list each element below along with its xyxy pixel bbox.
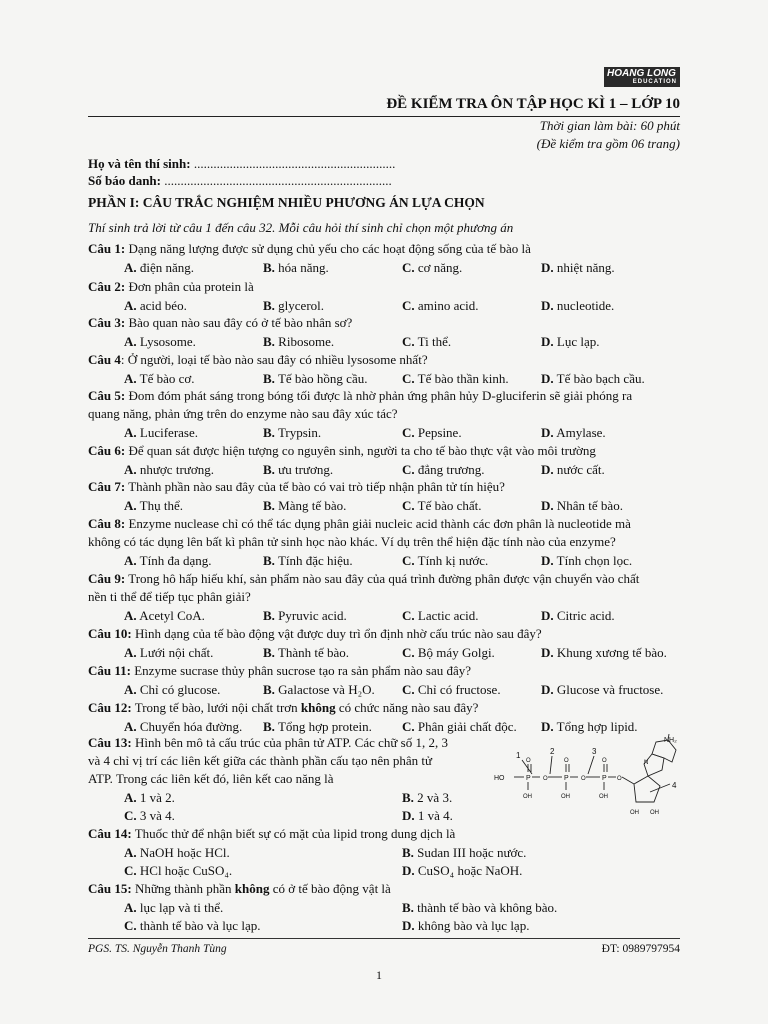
- option-text: Galactose và H₂O.: [278, 682, 375, 697]
- option-c[interactable]: [402, 334, 451, 350]
- option-letter: B.: [263, 553, 275, 568]
- question-number: Câu 12:: [88, 700, 132, 715]
- student-name-label: Họ và tên thí sinh:: [88, 156, 191, 171]
- figure-amine: NH₂: [664, 737, 677, 744]
- option-text: nước cất.: [556, 462, 605, 477]
- option-letter: A.: [124, 298, 137, 313]
- figure-oh4: OH: [630, 810, 639, 816]
- option-text: lục lạp và ti thể.: [139, 900, 224, 915]
- question-text: [88, 443, 596, 459]
- figure-o1: O: [543, 776, 548, 782]
- question-stem: Enzyme nuclease chỉ có thể tác dụng phân giải nucleic acid thành các đơn phân là nucleotide mà: [125, 516, 631, 531]
- option-text: Tính chọn lọc.: [556, 553, 633, 568]
- option-letter: C.: [402, 260, 415, 275]
- brand-logo: [604, 67, 680, 87]
- option-text: Tổng hợp protein.: [277, 719, 372, 734]
- figure-n-atom: N: [644, 760, 649, 766]
- figure-p1: P: [526, 775, 531, 782]
- option-letter: A.: [124, 608, 137, 623]
- question-stem: : Ở người, loại tế bào nào sau đây có nhiều lysosome nhất?: [120, 352, 428, 367]
- option-letter: D.: [541, 553, 554, 568]
- option-text: Thành tế bào.: [277, 645, 350, 660]
- exam-pages: (Đề kiểm tra gồm 06 trang): [536, 136, 680, 151]
- question-number: Câu 10:: [88, 626, 132, 641]
- option-text: Tế bào cơ.: [139, 371, 195, 386]
- question-text: [88, 626, 542, 642]
- option-c[interactable]: [402, 682, 501, 698]
- footer-rule: [88, 938, 680, 939]
- option-letter: C.: [124, 808, 137, 823]
- option-b[interactable]: [402, 845, 526, 861]
- option-letter: A.: [124, 371, 137, 386]
- option-letter: D.: [402, 808, 415, 823]
- logo-subtext: EDUCATION: [632, 79, 677, 85]
- option-letter: C.: [402, 608, 415, 623]
- question-number: Câu 13:: [88, 735, 132, 750]
- student-name-blank: ..............................................................: [190, 156, 396, 171]
- option-c[interactable]: [402, 719, 517, 735]
- option-text: Sudan III hoặc nước.: [417, 845, 527, 860]
- option-letter: C.: [402, 645, 415, 660]
- option-b[interactable]: [263, 645, 349, 661]
- option-b[interactable]: [263, 462, 333, 478]
- option-text: Lactic acid.: [417, 608, 479, 623]
- question-emphasis: không: [234, 881, 270, 896]
- option-letter: A.: [124, 845, 137, 860]
- option-text: Glucose và fructose.: [556, 682, 664, 697]
- option-letter: D.: [402, 863, 415, 878]
- figure-p2: P: [564, 775, 569, 782]
- option-d[interactable]: [541, 682, 663, 698]
- option-text: Chỉ có glucose.: [139, 682, 221, 697]
- question-number: Câu 8:: [88, 516, 126, 531]
- option-text: Nhân tế bào.: [556, 498, 623, 513]
- option-text: 1 và 2.: [139, 790, 175, 805]
- option-text: Tính kị nước.: [417, 553, 489, 568]
- question-number: Câu 3:: [88, 315, 126, 330]
- option-text: Phân giải chất độc.: [417, 719, 517, 734]
- question-stem: Trong tế bào, lưới nội chất trơn: [131, 700, 301, 715]
- option-text: CuSO₄ hoặc NaOH.: [417, 863, 523, 878]
- section-title: PHẦN I: CÂU TRẮC NGHIỆM NHIỀU PHƯƠNG ÁN LỰA CHỌN: [88, 195, 485, 210]
- figure-oh2: OH: [561, 794, 570, 800]
- option-a[interactable]: [124, 425, 198, 441]
- header-rule: [88, 116, 680, 117]
- option-c[interactable]: [402, 608, 479, 624]
- question-text: [88, 315, 352, 331]
- question-stem: Những thành phần: [131, 881, 235, 896]
- option-c[interactable]: [402, 298, 479, 314]
- option-d[interactable]: [541, 498, 623, 514]
- question-number: Câu 6:: [88, 443, 126, 458]
- question-stem: Enzyme sucrase thủy phân sucrose tạo ra sản phẩm nào sau đây?: [130, 663, 472, 678]
- option-letter: C.: [402, 371, 415, 386]
- figure-o5: O: [564, 758, 569, 764]
- option-text: nhiệt năng.: [556, 260, 615, 275]
- question-text: [88, 241, 531, 257]
- option-letter: D.: [541, 719, 554, 734]
- option-letter: B.: [263, 645, 275, 660]
- option-letter: A.: [124, 719, 137, 734]
- option-a[interactable]: [124, 790, 175, 806]
- figure-ho: HO: [494, 775, 505, 782]
- question-stem: Để quan sát được hiện tượng co nguyên sinh, người ta cho tế bào thực vật vào môi trường: [125, 443, 596, 458]
- option-c[interactable]: [402, 553, 488, 569]
- option-text: đẳng trương.: [417, 462, 485, 477]
- option-text: amino acid.: [417, 298, 479, 313]
- option-text: 3 và 4.: [139, 808, 175, 823]
- question-stem: Dạng năng lượng được sử dụng chủ yếu cho các hoạt động sống của tế bào là: [125, 241, 531, 256]
- option-c[interactable]: [124, 808, 175, 824]
- option-a[interactable]: [124, 498, 183, 514]
- option-text: acid béo.: [139, 298, 187, 313]
- question-number: Câu 7:: [88, 479, 126, 494]
- figure-o6: O: [602, 758, 607, 764]
- option-letter: D.: [402, 918, 415, 933]
- option-letter: A.: [124, 900, 137, 915]
- question-number: Câu 1:: [88, 241, 126, 256]
- option-text: cơ năng.: [417, 260, 463, 275]
- option-d[interactable]: [541, 260, 615, 276]
- option-text: điện năng.: [139, 260, 195, 275]
- figure-label-4: 4: [672, 781, 677, 790]
- option-a[interactable]: [124, 298, 187, 314]
- option-a[interactable]: [124, 682, 220, 698]
- figure-oh5: OH: [650, 810, 659, 816]
- option-d[interactable]: [541, 719, 638, 735]
- option-text: Tế bào hồng cầu.: [277, 371, 368, 386]
- figure-label-2: 2: [550, 747, 555, 756]
- option-d[interactable]: [541, 334, 599, 350]
- option-d[interactable]: [541, 425, 606, 441]
- option-text: Pepsine.: [417, 425, 462, 440]
- option-letter: D.: [541, 645, 554, 660]
- question-stem: Trong hô hấp hiếu khí, sản phẩm nào sau đây của quá trình đường phân được vận chuyển vào chất: [125, 571, 640, 586]
- option-a[interactable]: [124, 334, 196, 350]
- option-letter: C.: [402, 462, 415, 477]
- option-text: nucleotide.: [556, 298, 615, 313]
- option-letter: C.: [402, 719, 415, 734]
- question-stem: Bào quan nào sau đây có ở tế bào nhân sơ?: [125, 315, 353, 330]
- option-a[interactable]: [124, 845, 230, 861]
- option-text: Citric acid.: [556, 608, 615, 623]
- option-text: Acetyl CoA.: [139, 608, 205, 623]
- option-letter: B.: [263, 462, 275, 477]
- option-c[interactable]: [402, 462, 485, 478]
- option-text: thành tế bào và không bào.: [417, 900, 558, 915]
- option-text: Chuyển hóa đường.: [139, 719, 243, 734]
- option-text: hóa năng.: [278, 260, 329, 275]
- figure-oh1: OH: [523, 794, 532, 800]
- question-stem: Hình bên mô tả cấu trúc của phân tử ATP. Các chữ số 1, 2, 3: [131, 735, 448, 750]
- question-number: Câu 11:: [88, 663, 131, 678]
- option-letter: A.: [124, 425, 137, 440]
- logo-text: HOANG LONG: [607, 68, 676, 79]
- option-c[interactable]: [402, 498, 482, 514]
- option-letter: D.: [541, 298, 554, 313]
- section-instruction: Thí sinh trả lời từ câu 1 đến câu 32. Mỗi câu hỏi thí sinh chỉ chọn một phương án: [88, 220, 514, 235]
- option-text: nhược trương.: [139, 462, 214, 477]
- option-text: HCl hoặc CuSO₄.: [139, 863, 233, 878]
- option-a[interactable]: [124, 553, 212, 569]
- option-text: Tính đa dạng.: [139, 553, 212, 568]
- option-letter: B.: [263, 334, 275, 349]
- option-d[interactable]: [402, 918, 529, 934]
- question-stem-end: có ở tế bào động vật là: [269, 881, 391, 896]
- option-text: không bào và lục lạp.: [417, 918, 530, 933]
- option-letter: C.: [402, 498, 415, 513]
- question-text-cont: quang năng, phản ứng trên do enzyme nào sau đây xúc tác?: [88, 406, 398, 421]
- question-text: [88, 700, 478, 716]
- student-id-label: Số báo danh:: [88, 173, 161, 188]
- option-letter: A.: [124, 790, 137, 805]
- option-text: Pyruvic acid.: [278, 608, 347, 623]
- question-number: Câu 2:: [88, 279, 126, 294]
- question-stem: Hình dạng của tế bào động vật được duy trì ổn định nhờ cấu trúc nào sau đây?: [131, 626, 542, 641]
- option-c[interactable]: [402, 260, 462, 276]
- option-d[interactable]: [402, 808, 453, 824]
- option-b[interactable]: [263, 371, 367, 387]
- option-b[interactable]: [263, 608, 347, 624]
- atp-structure-figure: [488, 734, 682, 820]
- question-number: Câu 15:: [88, 881, 132, 896]
- figure-label-1: 1: [516, 751, 521, 760]
- option-b[interactable]: [402, 900, 557, 916]
- option-text: Bộ máy Golgi.: [417, 645, 495, 660]
- figure-o4: O: [526, 758, 531, 764]
- question-text: [88, 516, 631, 532]
- option-letter: C.: [402, 298, 415, 313]
- option-letter: B.: [402, 900, 414, 915]
- question-text-cont: không có tác dụng lên bất kì phân tử sinh học nào khác. Ví dụ trên thể hiện đặc tính nào của enzyme?: [88, 534, 616, 549]
- option-letter: A.: [124, 260, 137, 275]
- option-letter: A.: [124, 334, 137, 349]
- option-d[interactable]: [541, 608, 615, 624]
- option-text: ưu trương.: [278, 462, 334, 477]
- question-text: [88, 479, 505, 495]
- option-c[interactable]: [124, 863, 232, 879]
- figure-p3: P: [602, 775, 607, 782]
- option-a[interactable]: [124, 719, 242, 735]
- exam-title: ĐỀ KIỂM TRA ÔN TẬP HỌC KÌ 1 – LỚP 10: [386, 96, 680, 112]
- option-letter: B.: [263, 260, 275, 275]
- option-letter: A.: [124, 553, 137, 568]
- option-d[interactable]: [402, 863, 522, 879]
- question-number: Câu 5:: [88, 388, 126, 403]
- question-text: [88, 388, 632, 404]
- option-text: glycerol.: [278, 298, 325, 313]
- option-b[interactable]: [263, 425, 321, 441]
- option-c[interactable]: [402, 645, 495, 661]
- option-text: Ribosome.: [278, 334, 335, 349]
- option-letter: B.: [263, 298, 275, 313]
- option-a[interactable]: [124, 608, 205, 624]
- option-letter: B.: [263, 425, 275, 440]
- option-text: 1 và 4.: [417, 808, 453, 823]
- option-letter: C.: [402, 682, 415, 697]
- figure-label-3: 3: [592, 747, 597, 756]
- option-letter: D.: [541, 371, 554, 386]
- question-stem: Đom đóm phát sáng trong bóng tối được là nhờ phản ứng phân hủy D-gluciferin sẽ giải phóng ra: [125, 388, 633, 403]
- question-text: [88, 881, 391, 897]
- option-d[interactable]: [541, 298, 614, 314]
- option-d[interactable]: [541, 645, 667, 661]
- option-b[interactable]: [263, 719, 372, 735]
- option-letter: D.: [541, 334, 554, 349]
- question-text-cont: nền ti thể để tiếp tục phân giải?: [88, 589, 251, 604]
- option-text: Chỉ có fructose.: [417, 682, 501, 697]
- option-d[interactable]: [541, 371, 645, 387]
- student-id-line: [88, 173, 392, 189]
- question-stem: Thành phần nào sau đây của tế bào có vai trò tiếp nhận phân tử tín hiệu?: [125, 479, 505, 494]
- option-letter: C.: [124, 918, 137, 933]
- figure-oh3: OH: [599, 794, 608, 800]
- option-d[interactable]: [541, 553, 632, 569]
- option-letter: B.: [263, 608, 275, 623]
- option-a[interactable]: [124, 260, 194, 276]
- option-text: Trypsin.: [277, 425, 322, 440]
- option-b[interactable]: [263, 334, 334, 350]
- option-letter: B.: [402, 790, 414, 805]
- option-a[interactable]: [124, 371, 195, 387]
- option-c[interactable]: [124, 918, 260, 934]
- option-text: Ti thể.: [417, 334, 452, 349]
- option-letter: D.: [541, 608, 554, 623]
- footer-phone: ĐT: 0989797954: [601, 943, 680, 955]
- option-letter: A.: [124, 645, 137, 660]
- option-text: Tính đặc hiệu.: [277, 553, 353, 568]
- option-letter: B.: [263, 498, 275, 513]
- question-text: [88, 352, 428, 368]
- option-text: Lục lạp.: [556, 334, 600, 349]
- option-text: 2 và 3.: [417, 790, 453, 805]
- option-text: Tế bào bạch cầu.: [556, 371, 645, 386]
- option-letter: C.: [402, 425, 415, 440]
- option-letter: D.: [541, 425, 554, 440]
- question-text: [88, 735, 448, 751]
- option-letter: C.: [402, 553, 415, 568]
- option-b[interactable]: [263, 298, 324, 314]
- option-text: Tế bào thần kinh.: [417, 371, 509, 386]
- option-letter: A.: [124, 498, 137, 513]
- option-text: Lưới nội chất.: [139, 645, 214, 660]
- option-text: Thụ thể.: [139, 498, 183, 513]
- figure-o2: O: [581, 776, 586, 782]
- option-letter: B.: [263, 682, 275, 697]
- option-letter: D.: [541, 498, 554, 513]
- option-d[interactable]: [541, 462, 605, 478]
- option-letter: D.: [541, 682, 554, 697]
- option-b[interactable]: [263, 553, 353, 569]
- option-letter: C.: [402, 334, 415, 349]
- question-stem: Đơn phân của protein là: [125, 279, 254, 294]
- option-text: Khung xương tế bào.: [556, 645, 667, 660]
- question-number: Câu 9:: [88, 571, 126, 586]
- page-number: 1: [376, 968, 382, 982]
- question-text: [88, 826, 455, 842]
- option-letter: D.: [541, 260, 554, 275]
- question-stem: Thuốc thử để nhận biết sự có mặt của lipid trong dung dịch là: [131, 826, 456, 841]
- question-text: [88, 279, 254, 295]
- question-number: Câu 14:: [88, 826, 132, 841]
- option-b[interactable]: [402, 790, 452, 806]
- option-a[interactable]: [124, 462, 214, 478]
- option-letter: B.: [263, 371, 275, 386]
- option-letter: A.: [124, 682, 137, 697]
- option-text: Lysosome.: [139, 334, 196, 349]
- option-a[interactable]: [124, 900, 223, 916]
- option-letter: B.: [402, 845, 414, 860]
- option-letter: D.: [541, 462, 554, 477]
- option-b[interactable]: [263, 498, 346, 514]
- option-letter: C.: [124, 863, 137, 878]
- option-text: thành tế bào và lục lạp.: [139, 918, 261, 933]
- option-c[interactable]: [402, 371, 509, 387]
- option-c[interactable]: [402, 425, 462, 441]
- option-text: Tổng hợp lipid.: [556, 719, 638, 734]
- option-a[interactable]: [124, 645, 213, 661]
- option-b[interactable]: [263, 682, 375, 698]
- footer-author: PGS. TS. Nguyễn Thanh Tùng: [88, 943, 227, 955]
- option-text: Tế bào chất.: [417, 498, 482, 513]
- question-text-cont: ATP. Trong các liên kết đó, liên kết cao năng là: [88, 771, 334, 786]
- option-text: Luciferase.: [139, 425, 198, 440]
- option-text: NaOH hoặc HCl.: [139, 845, 230, 860]
- question-text: [88, 663, 471, 679]
- student-id-blank: ......................................................................: [160, 173, 392, 188]
- figure-o3: O: [617, 776, 622, 782]
- student-name-line: [88, 156, 395, 172]
- option-letter: A.: [124, 462, 137, 477]
- exam-time: Thời gian làm bài: 60 phút: [539, 118, 680, 133]
- question-number: Câu 4: [88, 352, 121, 367]
- option-text: Màng tế bào.: [278, 498, 347, 513]
- option-text: Amylase.: [556, 425, 606, 440]
- question-text-cont: và 4 chỉ vị trí các liên kết giữa các thành phần cấu tạo nên phân tử: [88, 753, 433, 768]
- question-emphasis: không: [300, 700, 336, 715]
- question-stem-end: có chức năng nào sau đây?: [335, 700, 479, 715]
- question-text: [88, 571, 639, 587]
- option-b[interactable]: [263, 260, 329, 276]
- option-letter: B.: [263, 719, 275, 734]
